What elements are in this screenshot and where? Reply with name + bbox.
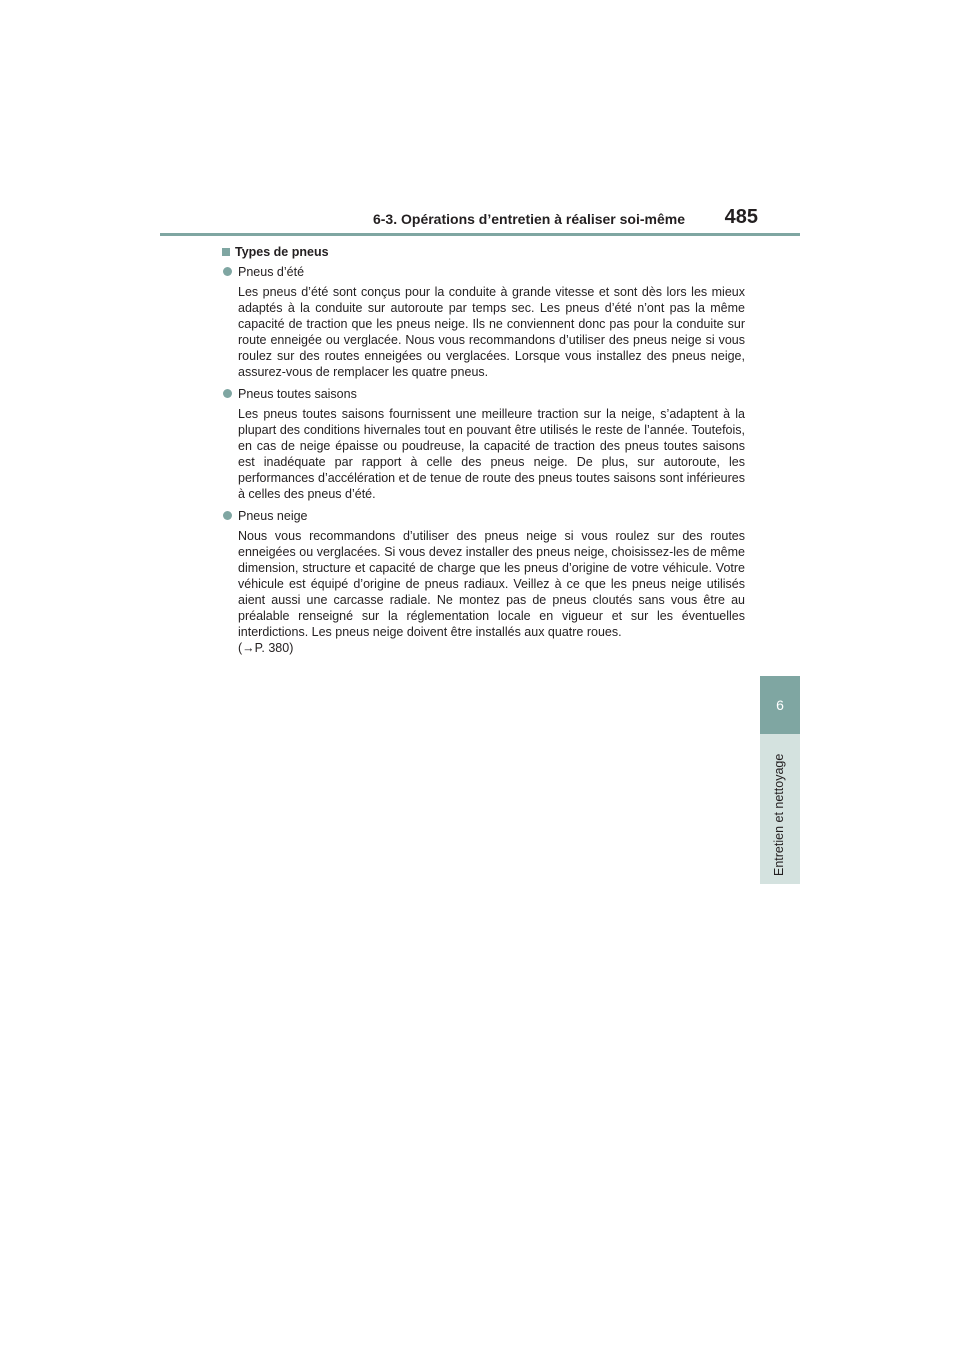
chapter-label: Entretien et nettoyage (772, 753, 786, 876)
page-reference-link[interactable]: (→P. 380) (238, 641, 294, 655)
item-title (223, 508, 745, 524)
section-heading (222, 244, 745, 260)
item-title (223, 264, 745, 280)
item-body: Les pneus toutes saisons fournissent une meilleure traction sur la neige, s’adaptent à la plupart des conditions hivernales tout en pouvant être utilisés le reste de l’année. Toutefois, en cas de neige épaisse ou poudreuse, la capacité de traction des pneus toutes saisons est inadéquate par rapport à celle des pneus neige. De plus, sur autoroute, les performances d’accélération et de tenue de route des pneus toutes saisons sont inférieures à celles des pneus d’été. (238, 407, 745, 501)
item-title-text: Pneus d’été (238, 265, 305, 279)
list-item (223, 264, 745, 380)
chapter-number: 6 (776, 697, 784, 713)
section-title: 6-3. Opérations d’entretien à réaliser soi-même (372, 211, 685, 227)
item-title-text: Pneus neige (238, 509, 308, 523)
item-body: Les pneus d’été sont conçus pour la conduite à grande vitesse et sont dès lors les mieux adaptés à la conduite sur autoroute par temps sec. Les pneus d’été n’ont pas la même capacité de traction que les pneus neige. Ils ne conviennent donc pas pour la conduite sur route enneigée ou verglacée. Nous vous recommandons d’utiliser des pneus neige si vous roulez sur des routes enneigées ou verglacées. Lorsque vous installez des pneus neige, assurez-vous de remplacer les quatre pneus. (238, 285, 745, 379)
page-header (160, 200, 800, 236)
list-item (223, 508, 745, 656)
list-item (223, 386, 745, 502)
item-body (223, 528, 745, 656)
page-content (223, 244, 745, 662)
item-title-text: Pneus toutes saisons (238, 387, 357, 401)
chapter-label-tab (760, 734, 800, 884)
section-heading-text: Types de pneus (235, 245, 329, 259)
round-bullet-icon (223, 267, 232, 276)
item-title (223, 386, 745, 402)
page-number: 485 (724, 206, 758, 228)
round-bullet-icon (223, 511, 232, 520)
chapter-tab (760, 676, 800, 734)
round-bullet-icon (223, 389, 232, 398)
item-body-text: Nous vous recommandons d’utiliser des pneus neige si vous roulez sur des routes enneigées ou verglacées. Si vous devez installer des pneus neige, choisissez-les de même dimension, structure et capacité de charge que les pneus d’origine de votre véhicule. Votre véhicule est équipé d’origine de pneus radiaux. Veillez à ce que les pneus neige utilisés aient aussi une carcasse radiale. Ne montez pas de pneus cloutés sans vous être au préalable renseigné sur la réglementation locale en vigueur et sur les éventuelles interdictions. Les pneus neige doivent être installés aux quatre roues. (238, 529, 745, 639)
square-bullet-icon (222, 248, 230, 256)
